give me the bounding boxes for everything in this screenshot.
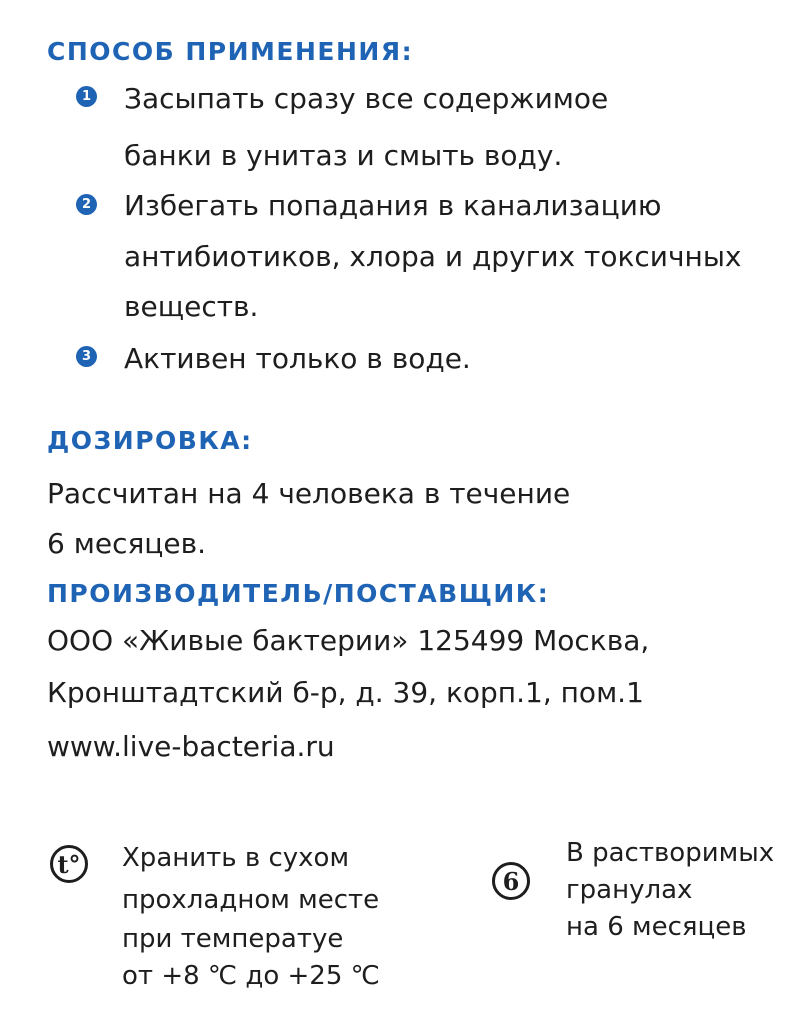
step-1-line-2: банки в унитаз и смыть воду. — [124, 139, 563, 172]
manufacturer-website: www.live-bacteria.ru — [47, 730, 335, 763]
step-3-badge: 3 — [76, 346, 97, 367]
manufacturer-line-1: ООО «Живые бактерии» 125499 Москва, — [47, 624, 650, 657]
step-3-line-1: Активен только в воде. — [124, 342, 471, 375]
manufacturer-line-2: Кронштадтский б-р, д. 39, корп.1, пом.1 — [47, 676, 644, 709]
dosage-heading: ДОЗИРОВКА: — [47, 426, 253, 455]
granules-line-3: на 6 месяцев — [566, 912, 747, 942]
step-2-badge: 2 — [76, 194, 97, 215]
temperature-icon: t° — [50, 845, 88, 883]
step-1-badge: 1 — [76, 86, 97, 107]
storage-line-2: прохладном месте — [122, 885, 380, 915]
six-months-icon: 6 — [492, 862, 530, 900]
step-2-line-1: Избегать попадания в канализацию — [124, 189, 662, 222]
step-1-line-1: Засыпать сразу все содержимое — [124, 82, 609, 115]
granules-line-1: В растворимых — [566, 838, 775, 868]
manufacturer-heading: ПРОИЗВОДИТЕЛЬ/ПОСТАВЩИК: — [47, 579, 550, 608]
step-2-line-2: антибиотиков, хлора и других токсичных — [124, 240, 742, 273]
granules-line-2: гранулах — [566, 875, 693, 905]
usage-heading: СПОСОБ ПРИМЕНЕНИЯ: — [47, 37, 414, 66]
dosage-line-2: 6 месяцев. — [47, 527, 206, 560]
storage-line-1: Хранить в сухом — [122, 843, 350, 873]
storage-line-3: при температуе — [122, 924, 344, 954]
dosage-line-1: Рассчитан на 4 человека в течение — [47, 477, 571, 510]
step-2-line-3: веществ. — [124, 290, 259, 323]
storage-line-4: от +8 ℃ до +25 ℃ — [122, 961, 380, 991]
